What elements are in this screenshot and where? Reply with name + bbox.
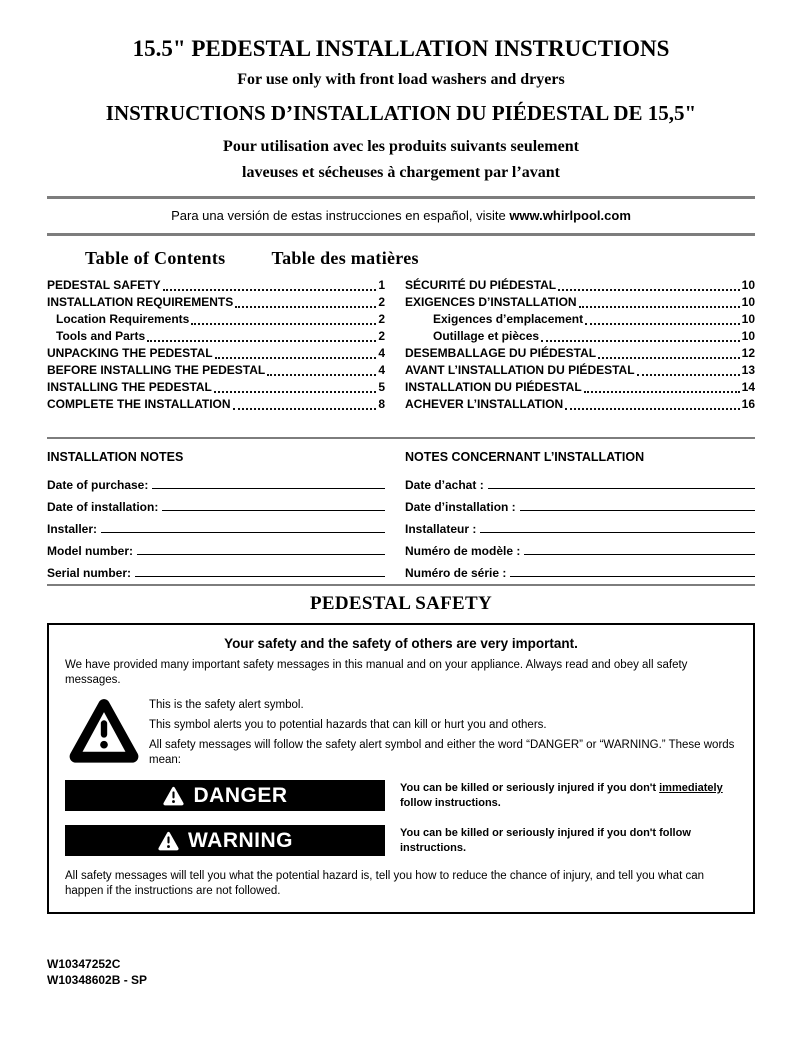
toc-entry-label: COMPLETE THE INSTALLATION [47, 397, 231, 411]
toc-entry [405, 277, 755, 294]
danger-label: DANGER [193, 783, 288, 807]
notes-column-english [47, 470, 385, 580]
toc-leader-dots [541, 340, 740, 342]
toc-column-english [47, 277, 385, 413]
toc-leader-dots [267, 374, 376, 376]
toc-heading-french: Table des matières [271, 248, 419, 268]
note-field [47, 514, 385, 536]
notes-headings [47, 450, 755, 465]
pedestal-safety-title: PEDESTAL SAFETY [309, 593, 493, 614]
safety-box-heading: Your safety and the safety of others are very important. [224, 636, 578, 651]
toc-entry-label: INSTALLATION DU PIÉDESTAL [405, 380, 582, 394]
safety-symbol-line2: This symbol alerts you to potential hazards that can kill or hurt you and others. [149, 719, 547, 731]
note-field [405, 558, 755, 580]
toc-entry [47, 396, 385, 413]
note-field-label: Numéro de série : [405, 566, 507, 580]
toc-entry-label: SÉCURITÉ DU PIÉDESTAL [405, 278, 557, 292]
warning-label: WARNING [188, 828, 293, 852]
fill-in-line [162, 510, 385, 511]
danger-text-line2: follow instructions. [400, 797, 501, 809]
toc-entry [47, 345, 385, 362]
toc-entry-page: 10 [741, 295, 755, 309]
toc-entry-page: 2 [378, 312, 385, 326]
toc-entry [47, 294, 385, 311]
note-field [405, 514, 755, 536]
fill-in-line [137, 554, 385, 555]
toc-entry [405, 328, 755, 345]
warning-text-line2: instructions. [400, 842, 467, 854]
danger-text-underlined: immediately [659, 782, 723, 794]
toc-headings [47, 248, 755, 269]
alert-triangle-icon [162, 786, 185, 806]
toc-entry [405, 379, 755, 396]
safety-alert-icon [67, 696, 141, 766]
safety-symbol-row [65, 696, 737, 768]
safety-outro-text: All safety messages will tell you what the potential hazard is, tell you how to reduce the chance of injury, and tell you what can happen if the instructions are not followed. [65, 870, 705, 897]
toc-entry-page: 10 [741, 312, 755, 326]
toc-column-french [405, 277, 755, 413]
danger-row [65, 780, 737, 811]
safety-intro-text: We have provided many important safety messages in this manual and on your appliance. Always read and obey all safety messages. [65, 659, 688, 686]
toc-leader-dots [233, 408, 377, 410]
toc-leader-dots [558, 289, 740, 291]
horizontal-divider [47, 233, 755, 236]
toc-entry-label: INSTALLING THE PEDESTAL [47, 380, 212, 394]
subtitle-french [0, 134, 802, 186]
spanish-note-text: Para una versión de estas instrucciones en español, visite [171, 208, 510, 223]
toc-entry-page: 12 [741, 346, 755, 360]
warning-description [400, 825, 737, 856]
toc-entry [405, 362, 755, 379]
notes-column-french [405, 470, 755, 580]
toc-entry [405, 311, 755, 328]
fill-in-line [510, 576, 755, 577]
warning-text-line1: You can be killed or seriously injured if you don't follow [400, 827, 691, 839]
toc-entry-page: 14 [741, 380, 755, 394]
toc-entry-label: Exigences d’emplacement [433, 312, 584, 326]
note-field-label: Model number: [47, 544, 133, 558]
fill-in-line [524, 554, 755, 555]
toc-entry-label: AVANT L’INSTALLATION DU PIÉDESTAL [405, 363, 635, 377]
installation-notes [47, 470, 755, 580]
title-french: INSTRUCTIONS D’INSTALLATION DU PIÉDESTAL DE 15,5" [105, 101, 697, 125]
toc-entry-page: 5 [378, 380, 385, 394]
note-field [47, 470, 385, 492]
note-field-label: Date of purchase: [47, 478, 149, 492]
note-field-label: Date d’installation : [405, 500, 516, 514]
toc-leader-dots [585, 323, 740, 325]
subtitle-english: For use only with front load washers and dryers [237, 71, 565, 88]
danger-bar [65, 780, 385, 811]
toc-entry-page: 10 [741, 329, 755, 343]
toc-entry-page: 4 [378, 346, 385, 360]
whirlpool-url: www.whirlpool.com [509, 208, 631, 223]
danger-text-pre: You can be killed or seriously injured if you don't [400, 782, 660, 794]
fill-in-line [480, 532, 755, 533]
note-field [47, 558, 385, 580]
toc-entry-label: BEFORE INSTALLING THE PEDESTAL [47, 363, 266, 377]
fill-in-line [520, 510, 755, 511]
toc-leader-dots [235, 306, 376, 308]
toc [47, 277, 755, 413]
toc-entry-page: 16 [741, 397, 755, 411]
note-field-label: Date of installation: [47, 500, 159, 514]
toc-entry-page: 1 [378, 278, 385, 292]
safety-symbol-text [149, 696, 737, 768]
note-field [47, 536, 385, 558]
title-english: 15.5" PEDESTAL INSTALLATION INSTRUCTIONS [132, 36, 670, 61]
toc-entry-label: INSTALLATION REQUIREMENTS [47, 295, 234, 309]
toc-leader-dots [215, 357, 377, 359]
toc-heading-english: Table of Contents [85, 248, 226, 268]
spanish-note [0, 199, 802, 233]
toc-entry-page: 4 [378, 363, 385, 377]
note-field-label: Installer: [47, 522, 98, 536]
toc-entry-label: PEDESTAL SAFETY [47, 278, 161, 292]
warning-row [65, 825, 737, 856]
note-field-label: Date d’achat : [405, 478, 484, 492]
toc-entry-label: UNPACKING THE PEDESTAL [47, 346, 213, 360]
part-number-1: W10347252C [47, 957, 121, 971]
toc-leader-dots [637, 374, 740, 376]
toc-leader-dots [191, 323, 376, 325]
note-field [405, 536, 755, 558]
toc-entry-page: 2 [378, 295, 385, 309]
toc-entry [47, 311, 385, 328]
note-field-label: Installateur : [405, 522, 477, 536]
toc-entry-page: 8 [378, 397, 385, 411]
toc-entry-label: Outillage et pièces [433, 329, 540, 343]
note-field-label: Serial number: [47, 566, 132, 580]
toc-leader-dots [214, 391, 376, 393]
toc-leader-dots [579, 306, 740, 308]
notes-heading-french: NOTES CONCERNANT L’INSTALLATION [405, 450, 645, 464]
fill-in-line [152, 488, 385, 489]
alert-triangle-icon [157, 831, 180, 851]
toc-entry-page: 13 [741, 363, 755, 377]
toc-entry [405, 396, 755, 413]
safety-symbol-line1: This is the safety alert symbol. [149, 699, 304, 711]
toc-leader-dots [598, 357, 740, 359]
subtitle-french-line2: laveuses et sécheuses à chargement par l’avant [242, 164, 560, 181]
toc-entry-page: 2 [378, 329, 385, 343]
toc-entry [405, 345, 755, 362]
document-part-numbers [47, 956, 147, 988]
note-field-label: Numéro de modèle : [405, 544, 521, 558]
warning-bar [65, 825, 385, 856]
toc-leader-dots [565, 408, 739, 410]
toc-entry-label: DESEMBALLAGE DU PIÉDESTAL [405, 346, 597, 360]
toc-entry [47, 379, 385, 396]
toc-entry-label: ACHEVER L’INSTALLATION [405, 397, 564, 411]
toc-entry [47, 362, 385, 379]
toc-entry [47, 328, 385, 345]
subtitle-french-line1: Pour utilisation avec les produits suivants seulement [223, 138, 579, 155]
note-field [405, 470, 755, 492]
note-field [47, 492, 385, 514]
toc-entry-page: 10 [741, 278, 755, 292]
danger-description [400, 780, 737, 811]
notes-heading-english: INSTALLATION NOTES [47, 450, 184, 464]
horizontal-divider [47, 437, 755, 439]
toc-entry-label: Location Requirements [56, 312, 190, 326]
toc-entry [47, 277, 385, 294]
fill-in-line [101, 532, 385, 533]
part-number-2: W10348602B - SP [47, 973, 148, 987]
horizontal-divider [47, 584, 755, 586]
safety-box [47, 623, 755, 914]
toc-entry [405, 294, 755, 311]
toc-leader-dots [584, 391, 740, 393]
toc-entry-label: EXIGENCES D’INSTALLATION [405, 295, 577, 309]
fill-in-line [488, 488, 755, 489]
fill-in-line [135, 576, 385, 577]
toc-entry-label: Tools and Parts [56, 329, 146, 343]
toc-leader-dots [147, 340, 376, 342]
safety-symbol-line3: All safety messages will follow the safety alert symbol and either the word “DANGER” or “WARNING.” These words mean: [149, 739, 735, 766]
note-field [405, 492, 755, 514]
toc-leader-dots [163, 289, 377, 291]
